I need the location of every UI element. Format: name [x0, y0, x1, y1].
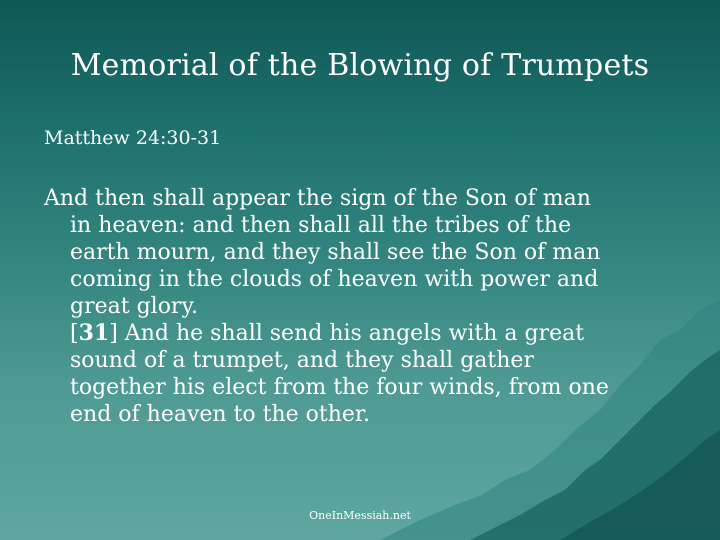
verse-line-3: earth mourn, and they shall see the Son of man — [70, 240, 601, 265]
verse-31-first-line-text: And he shall send his angels with a great — [117, 321, 585, 346]
scripture-reference: Matthew 24:30-31 — [44, 127, 222, 149]
slide-title: Memorial of the Blowing of Trumpets — [70, 48, 650, 83]
verse-line-5: great glory. — [70, 294, 198, 319]
verse-line-2: in heaven: and then shall all the tribes of the — [70, 213, 572, 238]
verse-31-line-2: sound of a trumpet, and they shall gather — [70, 348, 534, 373]
scripture-passage — [44, 185, 684, 428]
verse-number-31: 31 — [78, 320, 110, 346]
verse-line-4: coming in the clouds of heaven with power and — [70, 267, 599, 292]
verse-line-1: And then shall appear the sign of the Son of man — [44, 186, 591, 211]
verse-31-line-4: end of heaven to the other. — [70, 402, 371, 427]
footer-website: OneInMessiah.net — [309, 509, 411, 522]
verse-31-bracket-open: [ — [70, 321, 79, 346]
verse-31-first-line — [44, 320, 684, 347]
verse-31-bracket-close: ] — [109, 321, 118, 346]
verse-31-line-3: together his elect from the four winds, from one — [70, 375, 609, 400]
